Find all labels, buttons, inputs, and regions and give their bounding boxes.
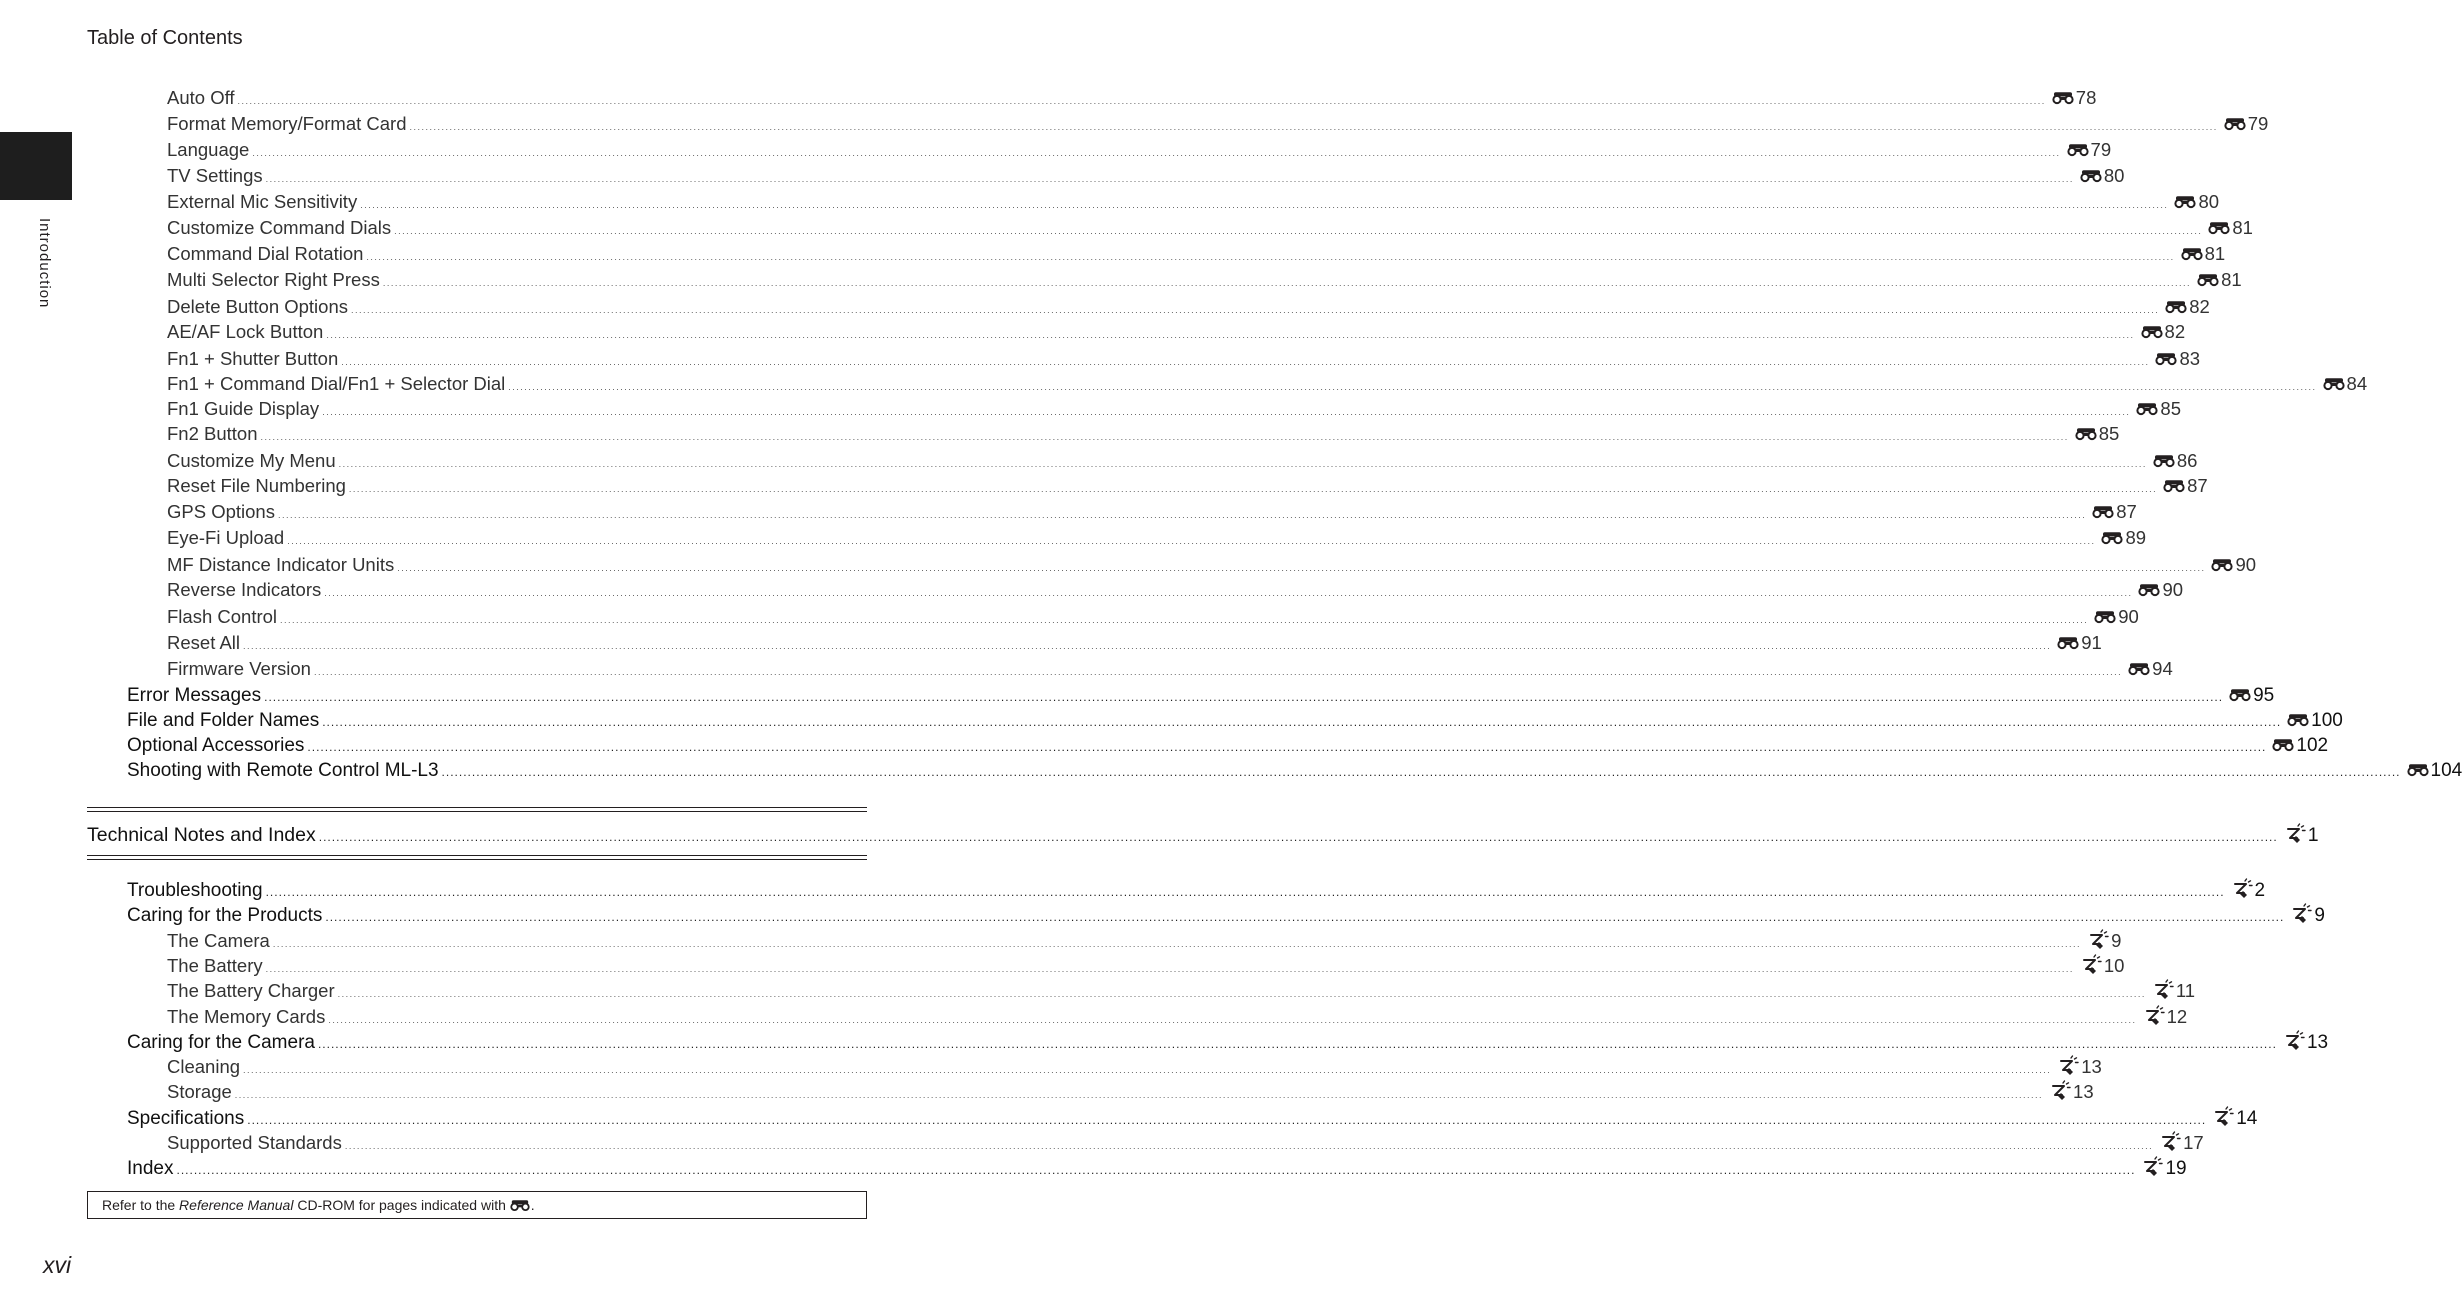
toc-entry[interactable] bbox=[167, 373, 2368, 395]
toc-entry-page: 102 bbox=[2296, 735, 2329, 756]
section-rule-top-inner bbox=[87, 811, 867, 812]
toc-entry[interactable] bbox=[167, 950, 2125, 977]
leader-dots: .................................................................................................................................................................................................................................................................................................................................................................................................................................................................... bbox=[322, 715, 2282, 729]
toc-entry-page: 9 bbox=[2314, 905, 2325, 926]
technical-notes-icon bbox=[2290, 903, 2312, 925]
toc-entry-label: The Camera bbox=[167, 930, 270, 951]
technical-notes-icon bbox=[2087, 929, 2109, 951]
toc-entry-page: 90 bbox=[2235, 554, 2257, 575]
leader-dots: .................................................................................................................................................................................................................................................................................................................................................................................................................................................................... bbox=[280, 615, 2089, 625]
reference-manual-icon bbox=[2094, 607, 2116, 621]
leader-dots: .................................................................................................................................................................................................................................................................................................................................................................................................................................................................... bbox=[272, 939, 2082, 949]
leader-dots: .................................................................................................................................................................................................................................................................................................................................................................................................................................................................... bbox=[247, 1113, 2207, 1127]
reference-manual-icon bbox=[2407, 761, 2429, 775]
technical-notes-icon bbox=[2049, 1080, 2071, 1102]
leader-dots: .................................................................................................................................................................................................................................................................................................................................................................................................................................................................... bbox=[382, 278, 2192, 288]
toc-entry[interactable] bbox=[167, 398, 2181, 420]
reference-manual-icon bbox=[2224, 114, 2246, 128]
reference-manual-icon bbox=[2057, 633, 2079, 647]
technical-notes-icon bbox=[2143, 1005, 2165, 1027]
toc-entry-label: Flash Control bbox=[167, 606, 278, 627]
toc-entry-label: Storage bbox=[167, 1081, 232, 1102]
reference-note bbox=[87, 1191, 867, 1219]
toc-entry-label: TV Settings bbox=[167, 165, 263, 186]
technical-notes-icon bbox=[2212, 1106, 2234, 1128]
toc-entry-label: Error Messages bbox=[127, 685, 262, 706]
leader-dots: .................................................................................................................................................................................................................................................................................................................................................................................................................................................................... bbox=[441, 765, 2401, 779]
toc-entry[interactable] bbox=[167, 269, 2242, 291]
toc-entry-page: 10 bbox=[2103, 955, 2125, 976]
reference-manual-icon bbox=[2141, 322, 2163, 336]
toc-entry-page: 82 bbox=[2189, 296, 2210, 317]
toc-entry[interactable] bbox=[167, 113, 2269, 135]
toc-entry-label: Auto Off bbox=[167, 87, 235, 108]
toc-entry-page: 17 bbox=[2183, 1132, 2204, 1153]
toc-entry[interactable] bbox=[127, 735, 2329, 757]
toc-entry-label: Supported Standards bbox=[167, 1132, 342, 1153]
toc-entry[interactable] bbox=[127, 1102, 2258, 1130]
toc-entry[interactable] bbox=[127, 874, 2266, 902]
toc-entry[interactable] bbox=[167, 579, 2184, 601]
toc-entry[interactable] bbox=[167, 450, 2198, 472]
reference-manual-icon bbox=[2128, 659, 2150, 673]
reference-manual-icon bbox=[2101, 528, 2123, 542]
chapter-tab bbox=[0, 132, 72, 200]
toc-entry-label: Customize My Menu bbox=[167, 450, 336, 471]
toc-entry-page: 80 bbox=[2103, 165, 2125, 186]
toc-entry[interactable] bbox=[127, 1026, 2329, 1054]
toc-entry[interactable] bbox=[167, 1076, 2094, 1103]
reference-manual-icon bbox=[2272, 736, 2294, 750]
toc-entry-label: Troubleshooting bbox=[127, 880, 263, 901]
toc-entry-label: Multi Selector Right Press bbox=[167, 269, 380, 290]
reference-manual-icon bbox=[2153, 451, 2175, 465]
leader-dots: .................................................................................................................................................................................................................................................................................................................................................................................................................................................................... bbox=[265, 964, 2074, 974]
leader-dots: .................................................................................................................................................................................................................................................................................................................................................................................................................................................................... bbox=[322, 407, 2131, 417]
toc-entry-page: 13 bbox=[2306, 1032, 2329, 1053]
toc-entry-page: 2 bbox=[2254, 880, 2266, 901]
toc-entry-page: 90 bbox=[2162, 579, 2184, 600]
leader-dots: .................................................................................................................................................................................................................................................................................................................................................................................................................................................................... bbox=[366, 252, 2175, 262]
toc-entry-page: 84 bbox=[2346, 373, 2368, 394]
toc-entry[interactable] bbox=[127, 760, 2462, 782]
reference-manual-icon bbox=[2136, 399, 2158, 413]
toc-entry-page: 80 bbox=[2198, 191, 2220, 212]
reference-manual-icon bbox=[2092, 502, 2114, 516]
toc-entry[interactable] bbox=[167, 1051, 2102, 1078]
leader-dots: .................................................................................................................................................................................................................................................................................................................................................................................................................................................................... bbox=[307, 740, 2267, 754]
toc-entry[interactable] bbox=[167, 321, 2186, 343]
reference-manual-icon bbox=[2208, 218, 2230, 232]
toc-entry-page: 9 bbox=[2111, 930, 2122, 951]
toc-entry-label: Fn1 + Shutter Button bbox=[167, 348, 339, 369]
toc-entry[interactable] bbox=[167, 296, 2210, 318]
technical-notes-icon bbox=[2057, 1055, 2079, 1077]
toc-entry-page: 14 bbox=[2236, 1108, 2258, 1129]
chapter-tab-label: Introduction bbox=[36, 218, 53, 309]
toc-entry-label: Reverse Indicators bbox=[167, 579, 322, 600]
toc-entry-label: Reset File Numbering bbox=[167, 475, 346, 496]
toc-entry-label: Cleaning bbox=[167, 1056, 241, 1077]
toc-entry-label: Index bbox=[127, 1158, 174, 1179]
toc-entry-label: Customize Command Dials bbox=[167, 217, 392, 238]
toc-entry-page: 12 bbox=[2166, 1006, 2188, 1027]
leader-dots: .................................................................................................................................................................................................................................................................................................................................................................................................................................................................... bbox=[313, 667, 2123, 677]
leader-dots: .................................................................................................................................................................................................................................................................................................................................................................................................................................................................... bbox=[325, 910, 2285, 924]
toc-entry-page: 81 bbox=[2204, 243, 2226, 264]
reference-manual-icon bbox=[2075, 424, 2097, 438]
toc-entry[interactable] bbox=[167, 554, 2257, 576]
leader-dots: .................................................................................................................................................................................................................................................................................................................................................................................................................................................................... bbox=[243, 641, 2052, 651]
reference-manual-icon bbox=[510, 1199, 530, 1212]
toc-entry-page: 13 bbox=[2081, 1056, 2102, 1077]
reference-note-end: . bbox=[530, 1197, 535, 1213]
reference-manual-icon bbox=[2155, 349, 2177, 363]
toc-entry-page: 79 bbox=[2247, 113, 2269, 134]
leader-dots: .................................................................................................................................................................................................................................................................................................................................................................................................................................................................... bbox=[344, 1141, 2154, 1151]
toc-entry-label: Caring for the Products bbox=[127, 905, 323, 926]
leader-dots: .................................................................................................................................................................................................................................................................................................................................................................................................................................................................... bbox=[341, 357, 2150, 367]
page-header-title: Table of Contents bbox=[87, 27, 243, 49]
leader-dots: .................................................................................................................................................................................................................................................................................................................................................................................................................................................................... bbox=[237, 96, 2046, 106]
section-rule-top bbox=[87, 807, 867, 808]
toc-entry[interactable] bbox=[127, 1152, 2187, 1180]
technical-notes-icon bbox=[2284, 823, 2306, 845]
toc-entry-page: 81 bbox=[2221, 269, 2242, 290]
toc-entry-page: 95 bbox=[2253, 685, 2275, 706]
leader-dots: .................................................................................................................................................................................................................................................................................................................................................................................................................................................................... bbox=[243, 1065, 2052, 1075]
toc-entry[interactable] bbox=[167, 527, 2147, 549]
reference-note-suffix: CD-ROM for pages indicated with bbox=[293, 1197, 510, 1213]
reference-manual-icon bbox=[2229, 686, 2251, 700]
reference-manual-icon bbox=[2174, 192, 2196, 206]
toc-entry-label: File and Folder Names bbox=[127, 710, 320, 731]
leader-dots: .................................................................................................................................................................................................................................................................................................................................................................................................................................................................... bbox=[260, 432, 2069, 442]
toc-entry-page: 13 bbox=[2073, 1081, 2094, 1102]
toc-entry-page: 11 bbox=[2175, 980, 2196, 1001]
toc-entry-page: 91 bbox=[2081, 632, 2102, 653]
toc-entry[interactable] bbox=[127, 685, 2275, 707]
leader-dots: .................................................................................................................................................................................................................................................................................................................................................................................................................................................................... bbox=[338, 459, 2147, 469]
reference-manual-icon bbox=[2211, 555, 2233, 569]
toc-entry[interactable] bbox=[167, 165, 2125, 187]
reference-manual-icon bbox=[2067, 140, 2089, 154]
leader-dots: .................................................................................................................................................................................................................................................................................................................................................................................................................................................................... bbox=[318, 830, 2278, 844]
leader-dots: .................................................................................................................................................................................................................................................................................................................................................................................................................................................................... bbox=[277, 510, 2087, 520]
leader-dots: .................................................................................................................................................................................................................................................................................................................................................................................................................................................................... bbox=[360, 200, 2169, 210]
technical-notes-icon bbox=[2152, 979, 2174, 1001]
technical-notes-icon bbox=[2159, 1131, 2181, 1153]
leader-dots: .................................................................................................................................................................................................................................................................................................................................................................................................................................................................... bbox=[409, 122, 2218, 132]
toc-entry-page: 83 bbox=[2179, 348, 2201, 369]
leader-dots: .................................................................................................................................................................................................................................................................................................................................................................................................................................................................... bbox=[348, 484, 2158, 494]
toc-entry-label: Command Dial Rotation bbox=[167, 243, 364, 264]
toc-entry-label: Firmware Version bbox=[167, 658, 311, 679]
toc-entry-label: The Battery Charger bbox=[167, 980, 335, 1001]
toc-entry[interactable] bbox=[167, 975, 2196, 1002]
toc-entry-page: 79 bbox=[2090, 139, 2112, 160]
leader-dots: .................................................................................................................................................................................................................................................................................................................................................................................................................................................................... bbox=[326, 330, 2135, 340]
leader-dots: .................................................................................................................................................................................................................................................................................................................................................................................................................................................................... bbox=[264, 690, 2224, 704]
toc-entry-label: The Memory Cards bbox=[167, 1006, 326, 1027]
toc-entry[interactable] bbox=[167, 243, 2226, 265]
toc-entry-page: 94 bbox=[2152, 658, 2173, 679]
reference-manual-icon bbox=[2165, 297, 2187, 311]
leader-dots: .................................................................................................................................................................................................................................................................................................................................................................................................................................................................... bbox=[328, 1015, 2137, 1025]
toc-entry-page: 85 bbox=[2160, 398, 2181, 419]
toc-entry[interactable] bbox=[167, 139, 2112, 161]
reference-manual-icon bbox=[2287, 711, 2309, 725]
toc-entry[interactable] bbox=[167, 658, 2173, 680]
leader-dots: .................................................................................................................................................................................................................................................................................................................................................................................................................................................................... bbox=[287, 536, 2096, 546]
toc-entry-page: 85 bbox=[2098, 423, 2120, 444]
toc-entry[interactable] bbox=[167, 217, 2253, 239]
toc-entry-label: Shooting with Remote Control ML-L3 bbox=[127, 760, 439, 781]
reference-manual-icon bbox=[2323, 374, 2345, 388]
toc-entry-page: 87 bbox=[2187, 475, 2208, 496]
toc-entry-page: 100 bbox=[2311, 710, 2343, 731]
toc-entry-label: The Battery bbox=[167, 955, 263, 976]
section-heading-page: 1 bbox=[2307, 824, 2319, 846]
reference-manual-icon bbox=[2197, 270, 2219, 284]
leader-dots: .................................................................................................................................................................................................................................................................................................................................................................................................................................................................... bbox=[351, 305, 2160, 315]
reference-manual-icon bbox=[2080, 166, 2102, 180]
toc-entry[interactable] bbox=[167, 87, 2097, 109]
toc-entry-page: 104 bbox=[2430, 760, 2462, 781]
page-number: xvi bbox=[43, 1252, 72, 1278]
toc-entry-label: Eye-Fi Upload bbox=[167, 527, 285, 548]
toc-entry-label: AE/AF Lock Button bbox=[167, 321, 324, 342]
technical-notes-icon bbox=[2283, 1030, 2305, 1052]
toc-entry[interactable] bbox=[167, 475, 2208, 497]
toc-entry[interactable] bbox=[167, 348, 2201, 370]
reference-manual-icon bbox=[2138, 580, 2160, 594]
leader-dots: .................................................................................................................................................................................................................................................................................................................................................................................................................................................................... bbox=[176, 1163, 2136, 1177]
leader-dots: .................................................................................................................................................................................................................................................................................................................................................................................................................................................................... bbox=[508, 382, 2317, 392]
toc-entry-label: Delete Button Options bbox=[167, 296, 348, 317]
toc-entry[interactable] bbox=[167, 925, 2122, 952]
toc-entry-label: Specifications bbox=[127, 1108, 245, 1129]
leader-dots: .................................................................................................................................................................................................................................................................................................................................................................................................................................................................... bbox=[317, 1037, 2277, 1051]
toc-entry-label: Reset All bbox=[167, 632, 241, 653]
toc-entry-page: 86 bbox=[2176, 450, 2198, 471]
toc-entry-label: External Mic Sensitivity bbox=[167, 191, 358, 212]
toc-entry-page: 82 bbox=[2164, 321, 2186, 342]
section-rule-bottom bbox=[87, 855, 867, 856]
leader-dots: .................................................................................................................................................................................................................................................................................................................................................................................................................................................................... bbox=[324, 588, 2133, 598]
technical-notes-icon bbox=[2080, 954, 2102, 976]
reference-manual-icon bbox=[2181, 244, 2203, 258]
technical-notes-icon bbox=[2141, 1156, 2163, 1178]
toc-entry-label: Fn1 Guide Display bbox=[167, 398, 320, 419]
toc-entry-page: 19 bbox=[2165, 1158, 2187, 1179]
technical-notes-icon bbox=[2231, 878, 2253, 900]
reference-manual-icon bbox=[2052, 88, 2074, 102]
toc-entry-page: 87 bbox=[2116, 501, 2137, 522]
toc-entry[interactable] bbox=[167, 1127, 2204, 1154]
reference-manual-icon bbox=[2163, 476, 2185, 490]
leader-dots: .................................................................................................................................................................................................................................................................................................................................................................................................................................................................... bbox=[265, 885, 2225, 899]
reference-note-manual: Reference Manual bbox=[179, 1197, 294, 1213]
toc-entry-label: Optional Accessories bbox=[127, 735, 305, 756]
toc-entry[interactable] bbox=[127, 899, 2325, 927]
toc-entry-page: 90 bbox=[2118, 606, 2139, 627]
toc-entry-label: Language bbox=[167, 139, 250, 160]
toc-entry-label: MF Distance Indicator Units bbox=[167, 554, 395, 575]
leader-dots: .................................................................................................................................................................................................................................................................................................................................................................................................................................................................... bbox=[234, 1090, 2044, 1100]
toc-entry[interactable] bbox=[167, 423, 2120, 445]
toc-entry[interactable] bbox=[167, 191, 2220, 213]
section-heading[interactable] bbox=[87, 819, 2319, 847]
reference-note-prefix: Refer to the bbox=[102, 1197, 180, 1213]
toc-entry[interactable] bbox=[127, 710, 2343, 732]
toc-entry-page: 78 bbox=[2075, 87, 2097, 108]
toc-entry-label: Fn1 + Command Dial/Fn1 + Selector Dial bbox=[167, 373, 506, 394]
leader-dots: .................................................................................................................................................................................................................................................................................................................................................................................................................................................................... bbox=[394, 226, 2203, 236]
leader-dots: .................................................................................................................................................................................................................................................................................................................................................................................................................................................................... bbox=[265, 174, 2074, 184]
leader-dots: .................................................................................................................................................................................................................................................................................................................................................................................................................................................................... bbox=[337, 989, 2146, 999]
toc-entry-label: Fn2 Button bbox=[167, 423, 258, 444]
section-rule-bottom-inner bbox=[87, 859, 867, 860]
leader-dots: .................................................................................................................................................................................................................................................................................................................................................................................................................................................................... bbox=[252, 148, 2061, 158]
toc-entry[interactable] bbox=[167, 1001, 2188, 1028]
toc-entry[interactable] bbox=[167, 632, 2102, 654]
toc-entry[interactable] bbox=[167, 501, 2137, 523]
toc-entry-label: Caring for the Camera bbox=[127, 1032, 315, 1053]
leader-dots: .................................................................................................................................................................................................................................................................................................................................................................................................................................................................... bbox=[397, 563, 2206, 573]
section-heading-label: Technical Notes and Index bbox=[87, 824, 316, 846]
toc-entry-label: GPS Options bbox=[167, 501, 275, 522]
toc-entry-page: 81 bbox=[2232, 217, 2253, 238]
toc-entry-page: 89 bbox=[2125, 527, 2147, 548]
toc-entry-label: Format Memory/Format Card bbox=[167, 113, 407, 134]
toc-entry[interactable] bbox=[167, 606, 2139, 628]
